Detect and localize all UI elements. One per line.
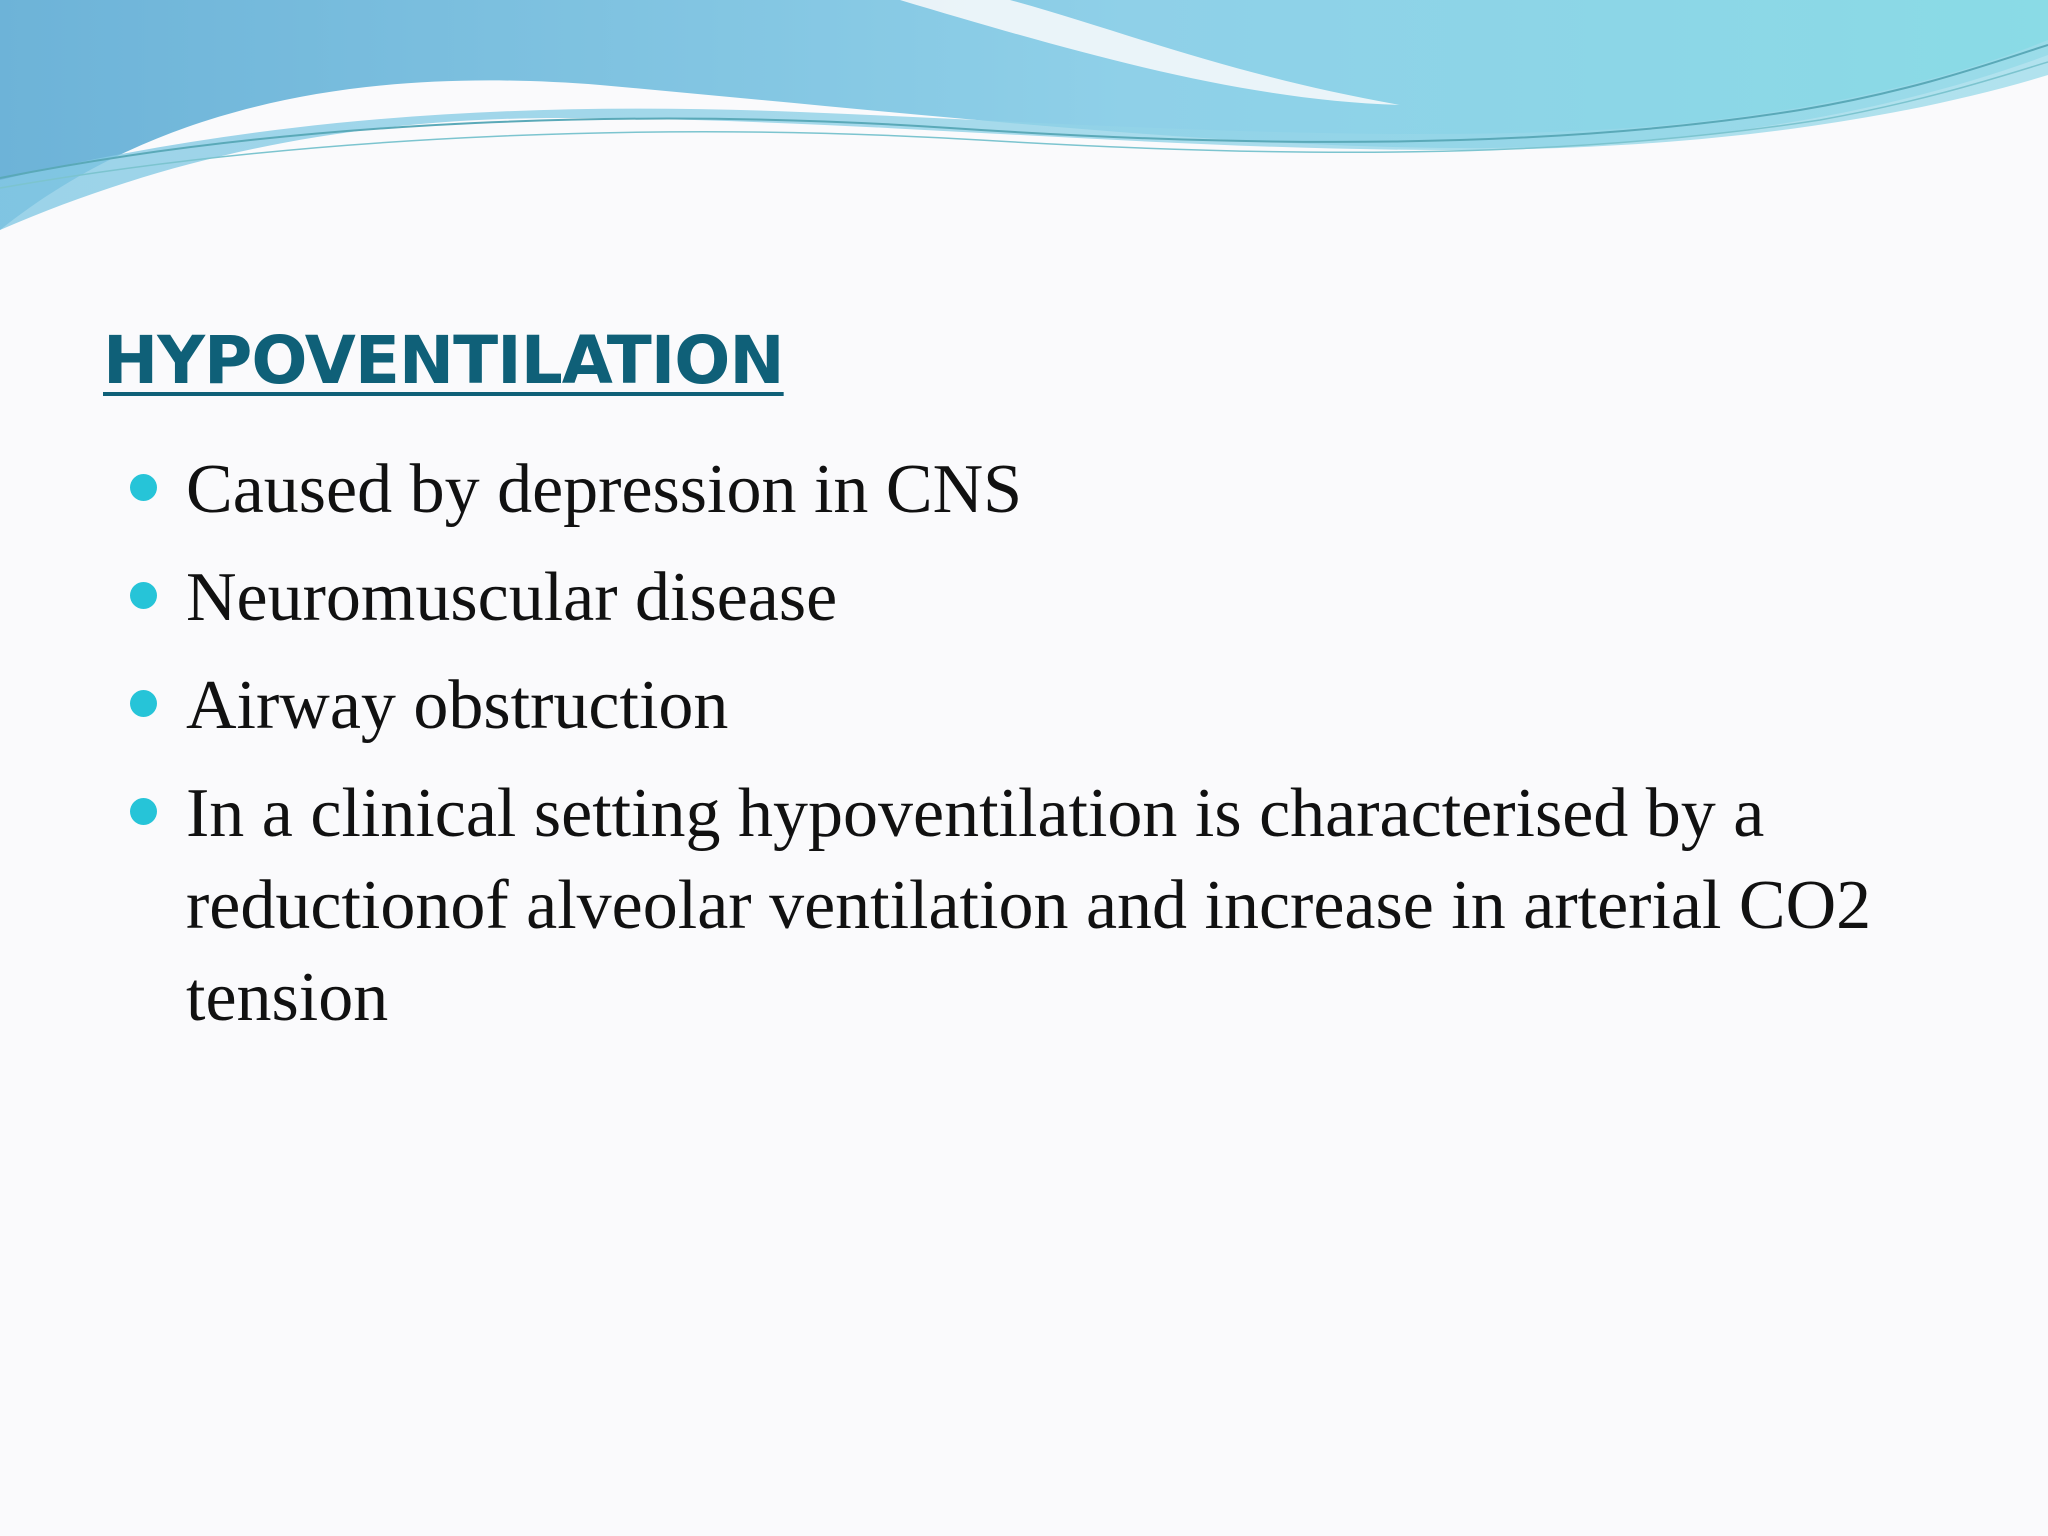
- bullet-marker-icon: [130, 690, 157, 717]
- bullet-list: [128, 444, 1988, 1060]
- bullet-item: [128, 660, 1988, 752]
- bullet-item: [128, 768, 1988, 1044]
- bullet-text: Caused by depression in CNS: [186, 451, 1023, 528]
- bullet-text: Neuromuscular disease: [186, 559, 838, 636]
- bullet-marker-icon: [130, 582, 157, 609]
- header-wave-decoration: [0, 0, 2048, 240]
- bullet-text: In a clinical setting hypoventilation is characterised by a reductionof alveolar ventilation and increase in arterial CO2 tension: [186, 775, 1872, 1036]
- bullet-text: Airway obstruction: [186, 667, 729, 744]
- bullet-marker-icon: [130, 474, 157, 501]
- slide-title: HYPOVENTILATION: [103, 322, 784, 399]
- bullet-item: [128, 444, 1988, 536]
- bullet-item: [128, 552, 1988, 644]
- bullet-marker-icon: [130, 798, 157, 825]
